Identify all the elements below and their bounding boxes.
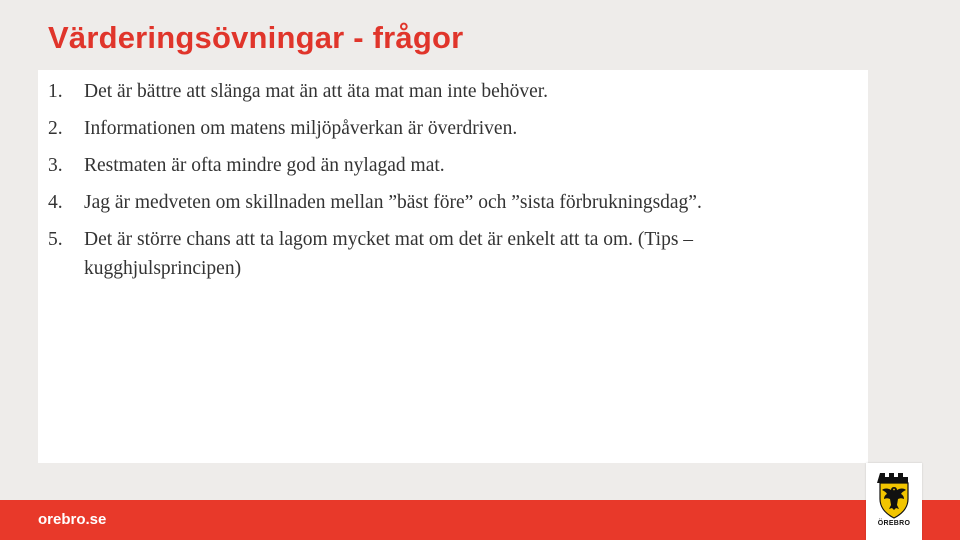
orebro-coat-of-arms-icon xyxy=(877,471,911,519)
content-box xyxy=(38,70,868,463)
question-item xyxy=(48,188,848,217)
slide-title: Värderingsövningar - frågor xyxy=(48,20,464,55)
question-text: Jag är medveten om skillnaden mellan ”bäst före” och ”sista förbrukningsdag”. xyxy=(84,192,702,213)
question-item xyxy=(48,114,848,143)
question-number: 4. xyxy=(48,192,63,213)
question-item xyxy=(48,225,848,283)
logo-text: ÖREBRO xyxy=(877,520,911,527)
question-text: Det är bättre att slänga mat än att äta mat man inte behöver. xyxy=(84,81,549,102)
question-number: 1. xyxy=(48,81,63,102)
question-text: Restmaten är ofta mindre god än nylagad mat. xyxy=(84,155,445,176)
question-item xyxy=(48,151,848,180)
question-number: 3. xyxy=(48,155,63,176)
question-item xyxy=(48,77,848,106)
question-number: 2. xyxy=(48,118,63,139)
question-text: Det är större chans att ta lagom mycket mat om det är enkelt att ta om. (Tips – kugghjulsprincipen) xyxy=(84,229,694,279)
orebro-logo xyxy=(866,463,922,540)
question-text: Informationen om matens miljöpåverkan är överdriven. xyxy=(84,118,518,139)
footer-bar xyxy=(0,500,960,540)
question-list xyxy=(48,77,848,291)
footer-url: orebro.se xyxy=(38,511,107,528)
question-number: 5. xyxy=(48,229,63,250)
